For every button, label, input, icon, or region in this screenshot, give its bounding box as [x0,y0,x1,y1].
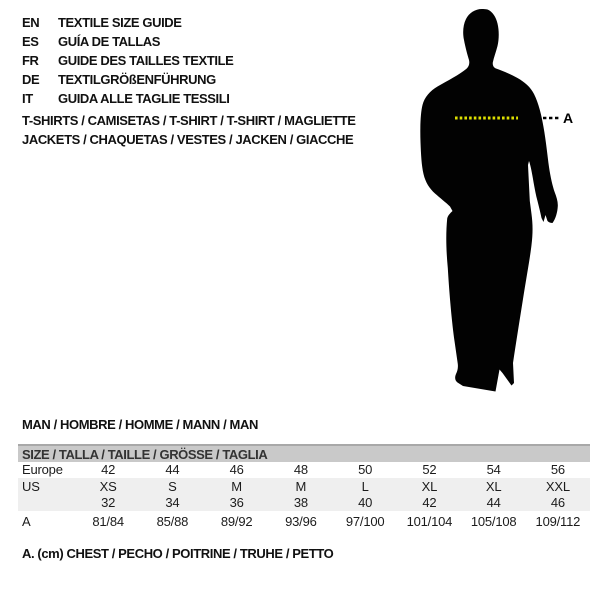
table-row-chest-a [18,511,590,530]
size-cell: 48 [293,462,308,477]
size-cell: 56 [550,462,565,477]
row-label: US [22,479,40,494]
category-jackets: JACKETS / CHAQUETAS / VESTES / JACKEN / GIACCHE [22,132,354,147]
size-cell: 40 [358,495,373,510]
language-code: IT [22,91,33,106]
language-label: GUIDA ALLE TAGLIE TESSILI [58,91,230,106]
size-cell: 46 [229,462,244,477]
language-row [22,70,233,89]
man-silhouette [400,5,580,395]
language-row [22,51,233,70]
size-cell: XL [485,479,502,494]
language-label: GUÍA DE TALLAS [58,34,161,49]
size-cell: L [361,479,369,494]
size-cell: 50 [358,462,373,477]
language-code: EN [22,15,40,30]
gender-heading: MAN / HOMBRE / HOMME / MANN / MAN [22,417,258,432]
language-label: TEXTILGRÖßENFÜHRUNG [58,72,216,87]
size-cell: XXL [545,479,570,494]
row-label: A [22,514,31,529]
language-code: FR [22,53,39,68]
size-cell: S [168,479,177,494]
man-silhouette-shape [420,9,557,392]
garment-categories [22,111,356,149]
size-cell: 38 [293,495,308,510]
size-cell: 52 [422,462,437,477]
language-label: TEXTILE SIZE GUIDE [58,15,182,30]
language-row [22,32,233,51]
language-code: DE [22,72,40,87]
size-cell: 81/84 [92,514,124,529]
size-cell: 42 [422,495,437,510]
size-cell: 44 [165,462,180,477]
table-row-europe [18,462,590,478]
size-cell: XS [99,479,117,494]
language-list [22,13,233,108]
category-tshirts: T-SHIRTS / CAMISETAS / T-SHIRT / T-SHIRT / MAGLIETTE [22,113,356,128]
size-cell: M [231,479,242,494]
size-cell: 89/92 [220,514,253,529]
table-row-us [18,478,590,495]
measure-label-a: A [563,110,574,126]
language-row [22,89,233,108]
measurement-footnote: A. (cm) CHEST / PECHO / POITRINE / TRUHE / PETTO [22,546,334,561]
size-cell: 93/96 [285,514,317,529]
size-cell: 36 [229,495,244,510]
language-row [22,13,233,32]
size-cell: 109/112 [535,514,581,529]
language-label: GUIDE DES TAILLES TEXTILE [58,53,234,68]
size-table-header: SIZE / TALLA / TAILLE / GRÖSSE / TAGLIA [18,444,590,462]
size-cell: 34 [165,495,180,510]
man-silhouette-figure [400,5,580,395]
table-row-numeric [18,495,590,511]
size-cell: 97/100 [345,514,385,529]
size-cell: M [295,479,307,494]
size-cell: 32 [101,495,116,510]
size-cell: 54 [486,462,501,477]
row-label: Europe [22,462,63,477]
size-cell: 46 [550,495,565,510]
size-cell: 101/104 [406,514,453,529]
size-cell: 85/88 [156,514,189,529]
size-cell: 44 [486,495,501,510]
size-table [18,444,590,530]
size-cell: XL [421,479,438,494]
size-cell: 105/108 [470,514,517,529]
language-code: ES [22,34,39,49]
size-cell: 42 [101,462,116,477]
